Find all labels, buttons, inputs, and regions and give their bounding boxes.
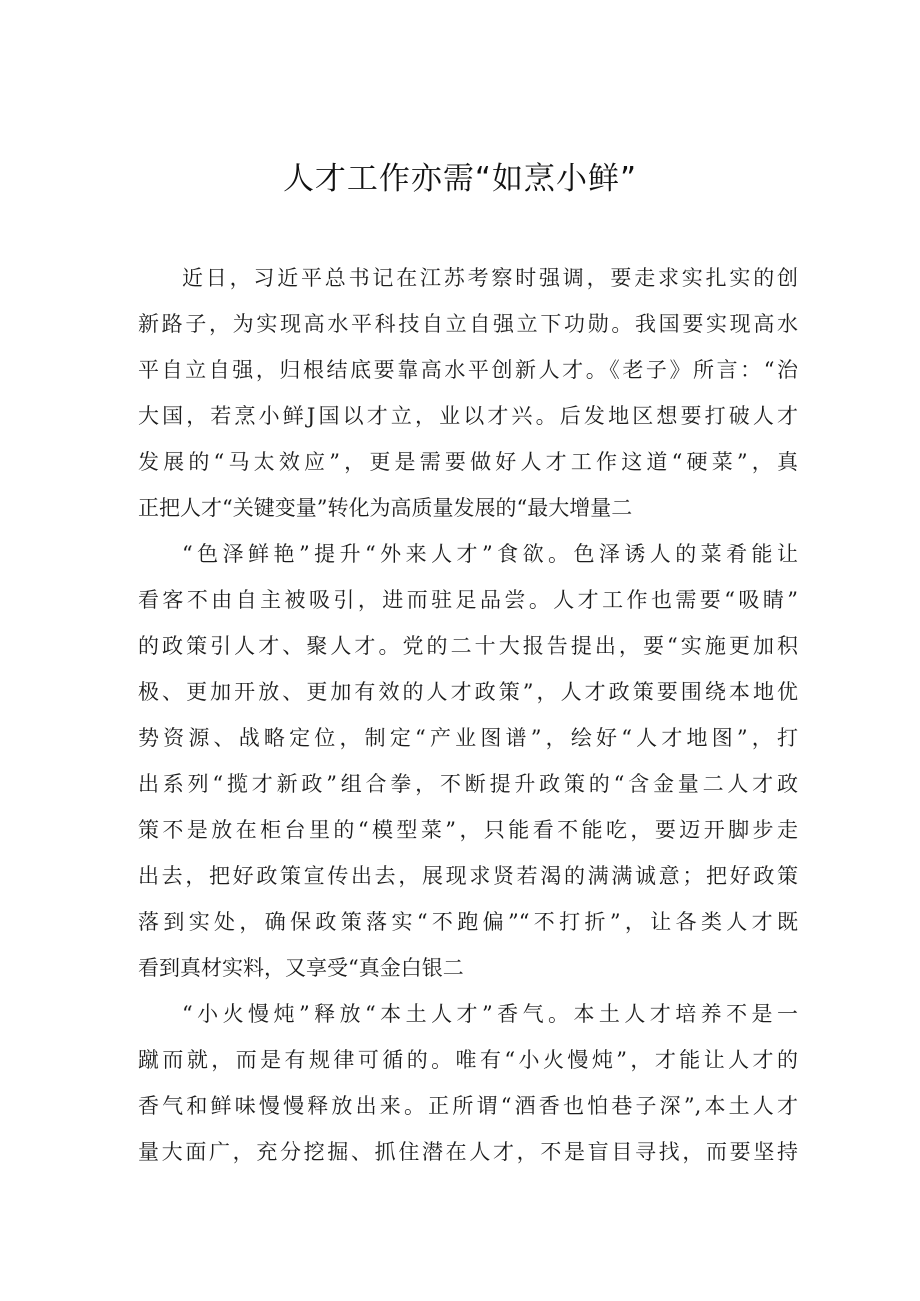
paragraph-color [138,531,798,991]
text-line: 香气和鲜味慢慢释放出来。正所谓“酒香也怕巷子深”,本土人才 [138,1094,798,1118]
text-line: “小火慢炖”释放“本土人才”香气。本土人才培养不是一 [182,1002,798,1026]
text-line: 蹴而就，而是有规律可循的。唯有“小火慢炖”，才能让人才的 [138,1048,798,1072]
text-line: 的政策引人才、聚人才。党的二十大报告提出，要“实施更加积 [138,634,798,658]
text-line: 落到实处，确保政策落实“不跑偏”“不打折”，让各类人才既 [138,910,798,934]
text-line: 量大面广，充分挖掘、抓住潜在人才，不是盲目寻找，而要坚持 [138,1140,798,1164]
paragraph-intro [138,255,798,531]
text-line: “色泽鲜艳”提升“外来人才”食欲。色泽诱人的菜肴能让 [182,542,798,566]
text-line: 出系列“揽才新政”组合拳，不断提升政策的“含金量二人才政 [138,772,798,796]
text-line: 看客不由自主被吸引，进而驻足品尝。人才工作也需要“吸睛” [138,588,798,612]
text-line: 看到真材实料，又享受“真金白银二 [138,956,464,980]
paragraph-slow-cook [138,991,798,1175]
text-line: 新路子，为实现高水平科技自立自强立下功勋。我国要实现高水 [138,312,798,336]
article-body [138,255,798,1175]
text-line: 极、更加开放、更加有效的人才政策”，人才政策要围绕本地优 [138,680,798,704]
text-line: 平自立自强，归根结底要靠高水平创新人才。《老子》所言：“治 [138,358,798,382]
text-line: 策不是放在柜台里的“模型菜”，只能看不能吃，要迈开脚步走 [138,818,798,842]
text-line: 大国，若烹小鲜J国以才立，业以才兴。后发地区想要打破人才 [138,404,798,428]
text-line: 近日，习近平总书记在江苏考察时强调，要走求实扎实的创 [182,266,798,290]
text-line: 正把人才“关键变量”转化为高质量发展的“最大增量二 [138,496,633,520]
text-line: 发展的“马太效应”，更是需要做好人才工作这道“硬菜”，真 [138,450,798,474]
document-title: 人才工作亦需“如烹小鲜” [282,161,638,197]
text-line: 势资源、战略定位，制定“产业图谱”，绘好“人才地图”，打 [138,726,798,750]
text-line: 出去，把好政策宣传出去，展现求贤若渴的满满诚意；把好政策 [138,864,798,888]
